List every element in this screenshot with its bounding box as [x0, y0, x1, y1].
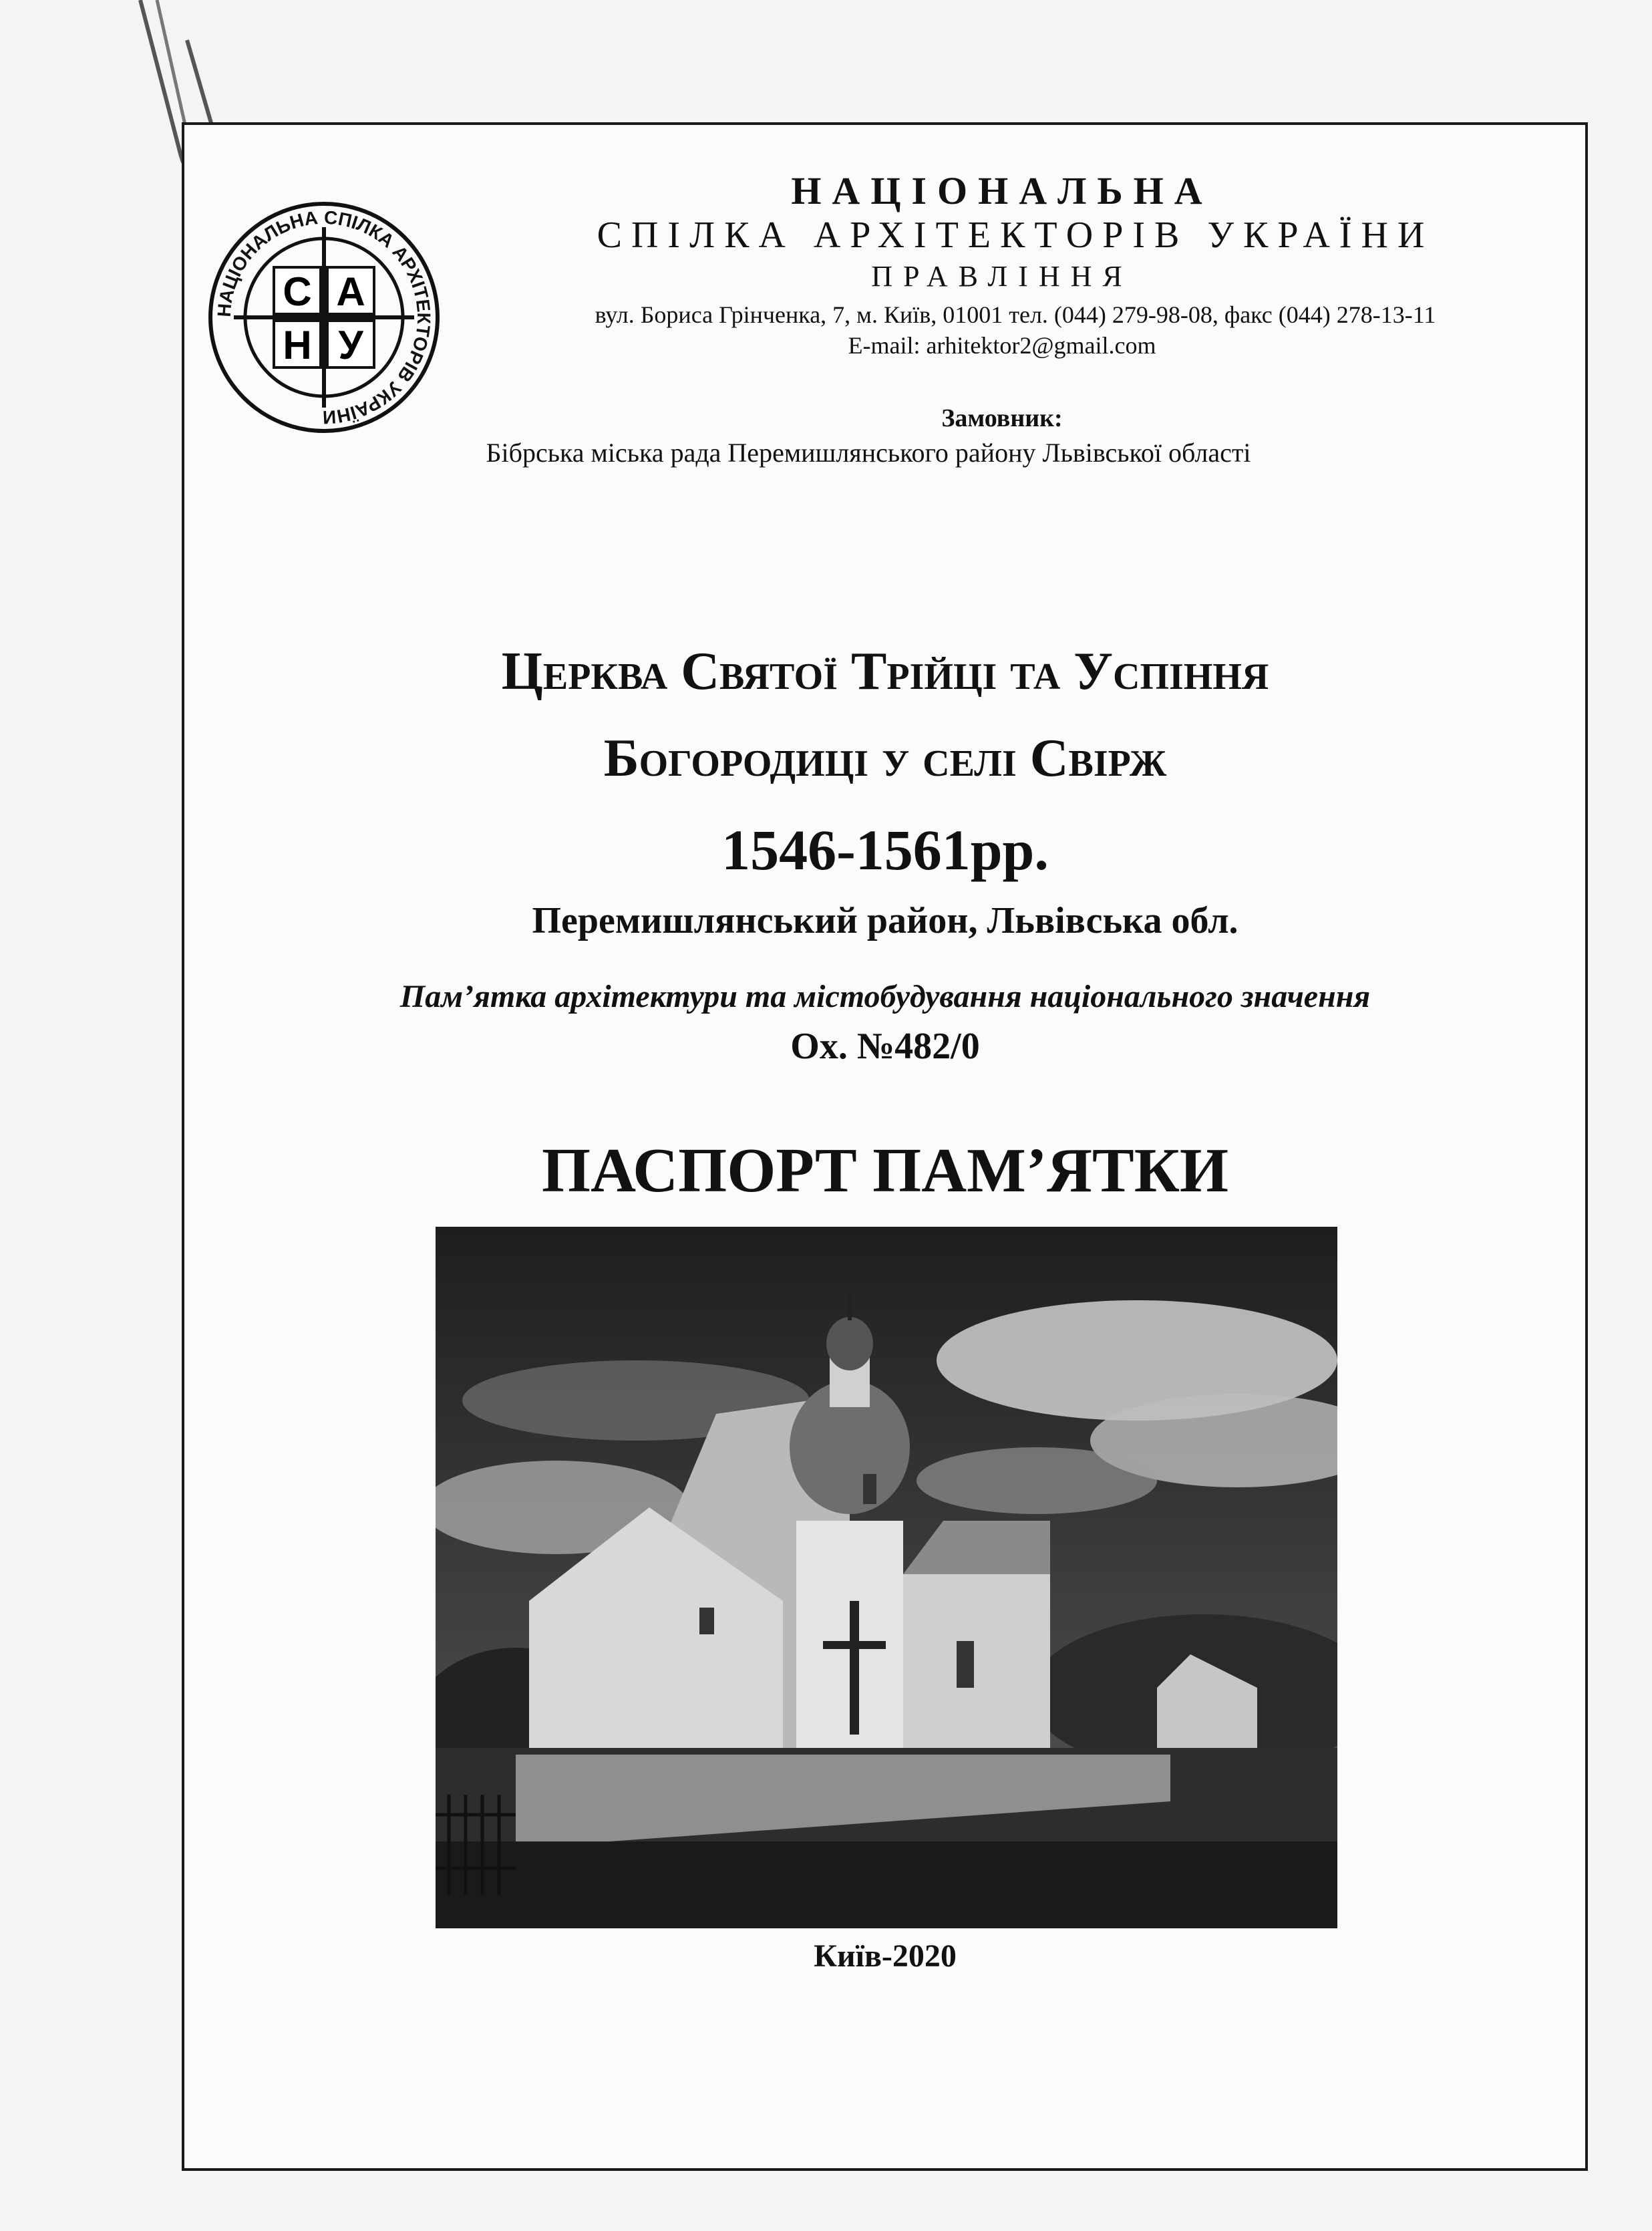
logo-letter-2: А	[336, 269, 365, 314]
org-name-line2: СПІЛКА АРХІТЕКТОРІВ УКРАЇНИ	[597, 214, 1434, 256]
org-address: вул. Бориса Грінченка, 7, м. Київ, 01001 тел. (044) 279-98-08, факс (044) 278-13-11	[595, 301, 1436, 328]
monument-number: Ох. №482/0	[790, 1026, 980, 1067]
org-email: E-mail: arhitektor2@gmail.com	[848, 332, 1156, 359]
monument-status: Пам’ятка архітектури та містобудування національного значення	[399, 979, 1371, 1014]
title-years: 1546-1561рр.	[721, 818, 1049, 882]
logo-letter-4: У	[338, 323, 363, 367]
logo-letter-3: Н	[283, 323, 312, 367]
org-name-line1: НАЦІОНАЛЬНА	[791, 169, 1213, 212]
customer-label: Замовник:	[941, 404, 1063, 432]
document-type: ПАСПОРТ ПАМ’ЯТКИ	[541, 1136, 1229, 1205]
title-line2: Богородиці у селі Свірж	[603, 729, 1167, 788]
logo-ring-text: НАЦІОНАЛЬНА СПІЛКА АРХІТЕКТОРІВ УКРАЇНИ	[213, 206, 435, 428]
org-name-line3: ПРАВЛІННЯ	[871, 260, 1133, 293]
customer-name: Бібрська міська рада Перемишлянського району Львівської області	[486, 438, 1251, 468]
church-photo-illustration	[436, 1227, 1337, 1928]
church-photo	[436, 1227, 1337, 1928]
title-line1: Церква Святої Трійці та Успіння	[501, 642, 1269, 701]
logo-letter-1: С	[283, 269, 312, 314]
place-and-year: Київ-2020	[814, 1938, 957, 1974]
title-location: Перемишлянський район, Львівська обл.	[532, 900, 1238, 941]
